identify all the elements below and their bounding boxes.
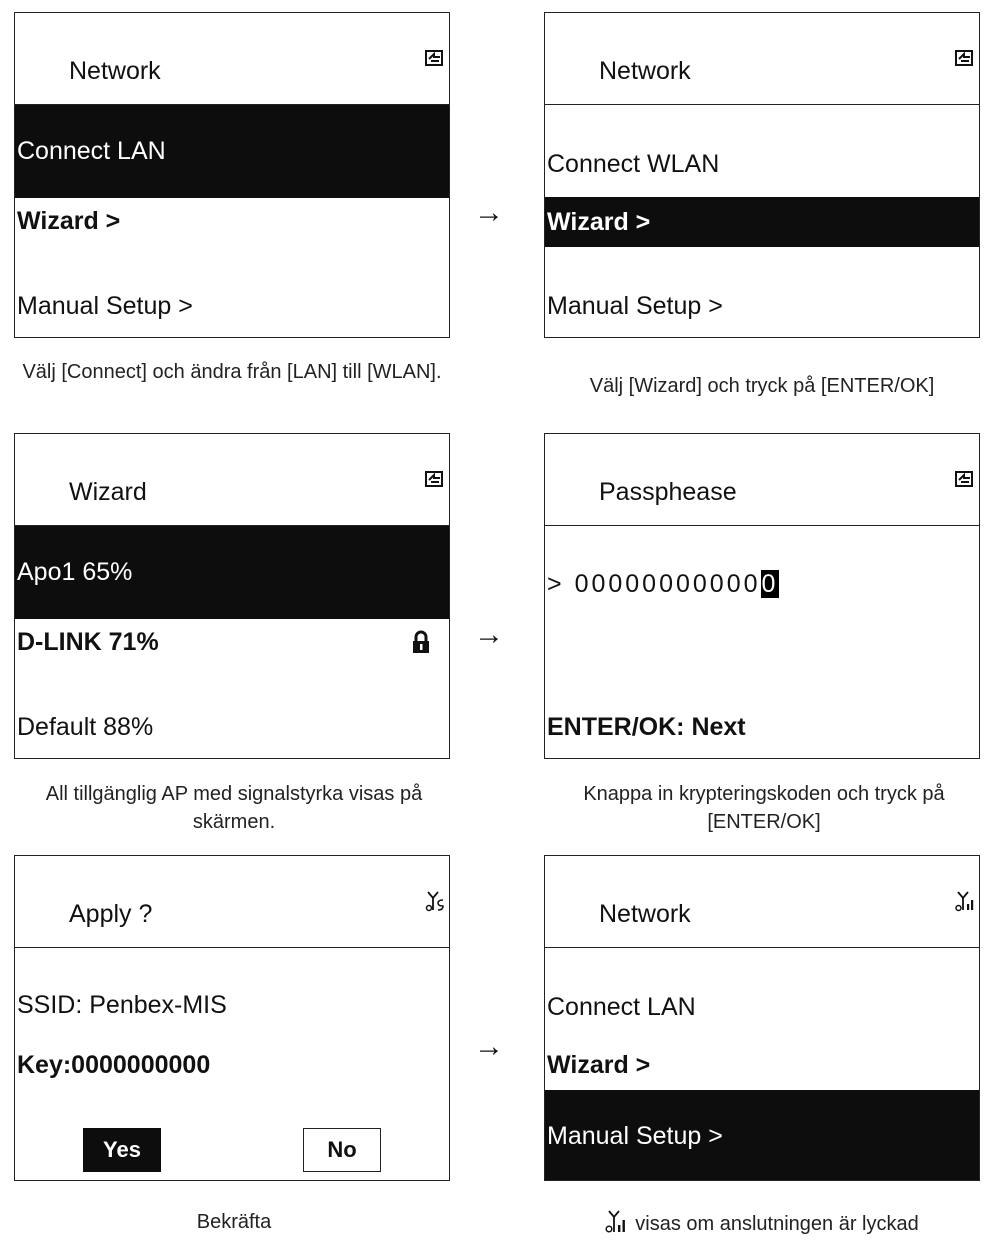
caption-step-5: Bekräfta — [196, 1211, 272, 1233]
caption-step-6 — [544, 1208, 980, 1238]
screen-apply-confirm — [14, 855, 450, 1181]
step-arrow: → — [474, 618, 504, 651]
menu-item-manual-setup[interactable] — [545, 1090, 979, 1181]
signal-connected-icon — [605, 1208, 627, 1234]
enter-ok-hint — [545, 704, 979, 750]
menu-item-label: Wizard > — [17, 206, 121, 235]
hint-label: ENTER/OK: Next — [547, 712, 746, 741]
ap-item[interactable] — [15, 619, 449, 665]
ap-item-label: Apo1 65% — [17, 558, 133, 586]
no-button[interactable]: No — [303, 1128, 381, 1172]
caption-step-4: Knappa in krypteringskoden och tryck på [ENTER/OK] — [583, 783, 945, 833]
screen-wizard-ap-list — [14, 433, 450, 759]
ap-item[interactable] — [15, 704, 449, 750]
menu-item-connect[interactable] — [15, 105, 449, 198]
wlan-toggle-icon — [425, 468, 445, 490]
screen-network-connected — [544, 855, 980, 1181]
passphrase-cursor: 0 — [761, 570, 779, 598]
key-line — [15, 1042, 449, 1088]
ap-item-label: D-LINK 71% — [17, 627, 159, 656]
caption-step-2: Välj [Wizard] och tryck på [ENTER/OK] — [589, 375, 935, 397]
caption-step-1: Välj [Connect] och ändra från [LAN] till [WLAN]. — [22, 361, 442, 383]
step-arrow: → — [474, 1030, 504, 1063]
ssid-line — [15, 982, 449, 1028]
menu-item-manual-setup[interactable] — [15, 283, 449, 329]
menu-item-label: Wizard > — [547, 207, 651, 236]
step-arrow: → — [474, 196, 504, 229]
lock-icon — [411, 630, 431, 654]
caption-text: visas om anslutningen är lyckad — [635, 1213, 919, 1235]
key-label: Key:0000000000 — [17, 1050, 211, 1079]
ssid-label: SSID: Penbex-MIS — [17, 990, 227, 1019]
header-divider — [545, 947, 979, 948]
menu-item-label: Wizard > — [547, 1050, 651, 1079]
wlan-toggle-icon — [955, 468, 975, 490]
header-divider — [545, 104, 979, 105]
menu-item-connect[interactable] — [545, 984, 979, 1030]
menu-item-label: Connect LAN — [17, 137, 166, 165]
screen-title: Passphease — [599, 478, 737, 506]
menu-item-wizard[interactable] — [15, 198, 449, 244]
screen-network-lan — [14, 12, 450, 338]
menu-item-label: Connect WLAN — [547, 149, 720, 178]
caption-step-3: All tillgänglig AP med signalstyrka visas på skärmen. — [45, 783, 423, 833]
screen-passphrase — [544, 433, 980, 759]
menu-item-label: Connect LAN — [547, 992, 696, 1021]
screen-title: Apply ? — [69, 900, 153, 928]
yes-button[interactable]: Yes — [83, 1128, 161, 1172]
antenna-off-icon — [425, 890, 445, 912]
header-divider — [15, 947, 449, 948]
ap-item-label: Default 88% — [17, 712, 154, 741]
header-divider — [545, 525, 979, 526]
menu-item-manual-setup[interactable] — [545, 283, 979, 329]
screen-title: Network — [69, 57, 161, 85]
menu-item-wizard[interactable] — [545, 1042, 979, 1088]
screen-title: Network — [599, 900, 691, 928]
input-prompt: > — [547, 570, 565, 598]
screen-title: Network — [599, 57, 691, 85]
menu-item-wizard[interactable] — [545, 197, 979, 247]
menu-item-connect[interactable] — [545, 141, 979, 187]
screen-title: Wizard — [69, 478, 147, 506]
wlan-toggle-icon — [955, 47, 975, 69]
menu-item-label: Manual Setup > — [547, 291, 723, 320]
passphrase-digits: 00000000000 — [574, 570, 761, 598]
signal-connected-icon — [955, 890, 975, 912]
wlan-toggle-icon — [425, 47, 445, 69]
screen-network-wlan — [544, 12, 980, 338]
menu-item-label: Manual Setup > — [17, 291, 193, 320]
menu-item-label: Manual Setup > — [547, 1121, 723, 1150]
ap-item[interactable] — [15, 526, 449, 619]
passphrase-input[interactable] — [547, 570, 779, 599]
